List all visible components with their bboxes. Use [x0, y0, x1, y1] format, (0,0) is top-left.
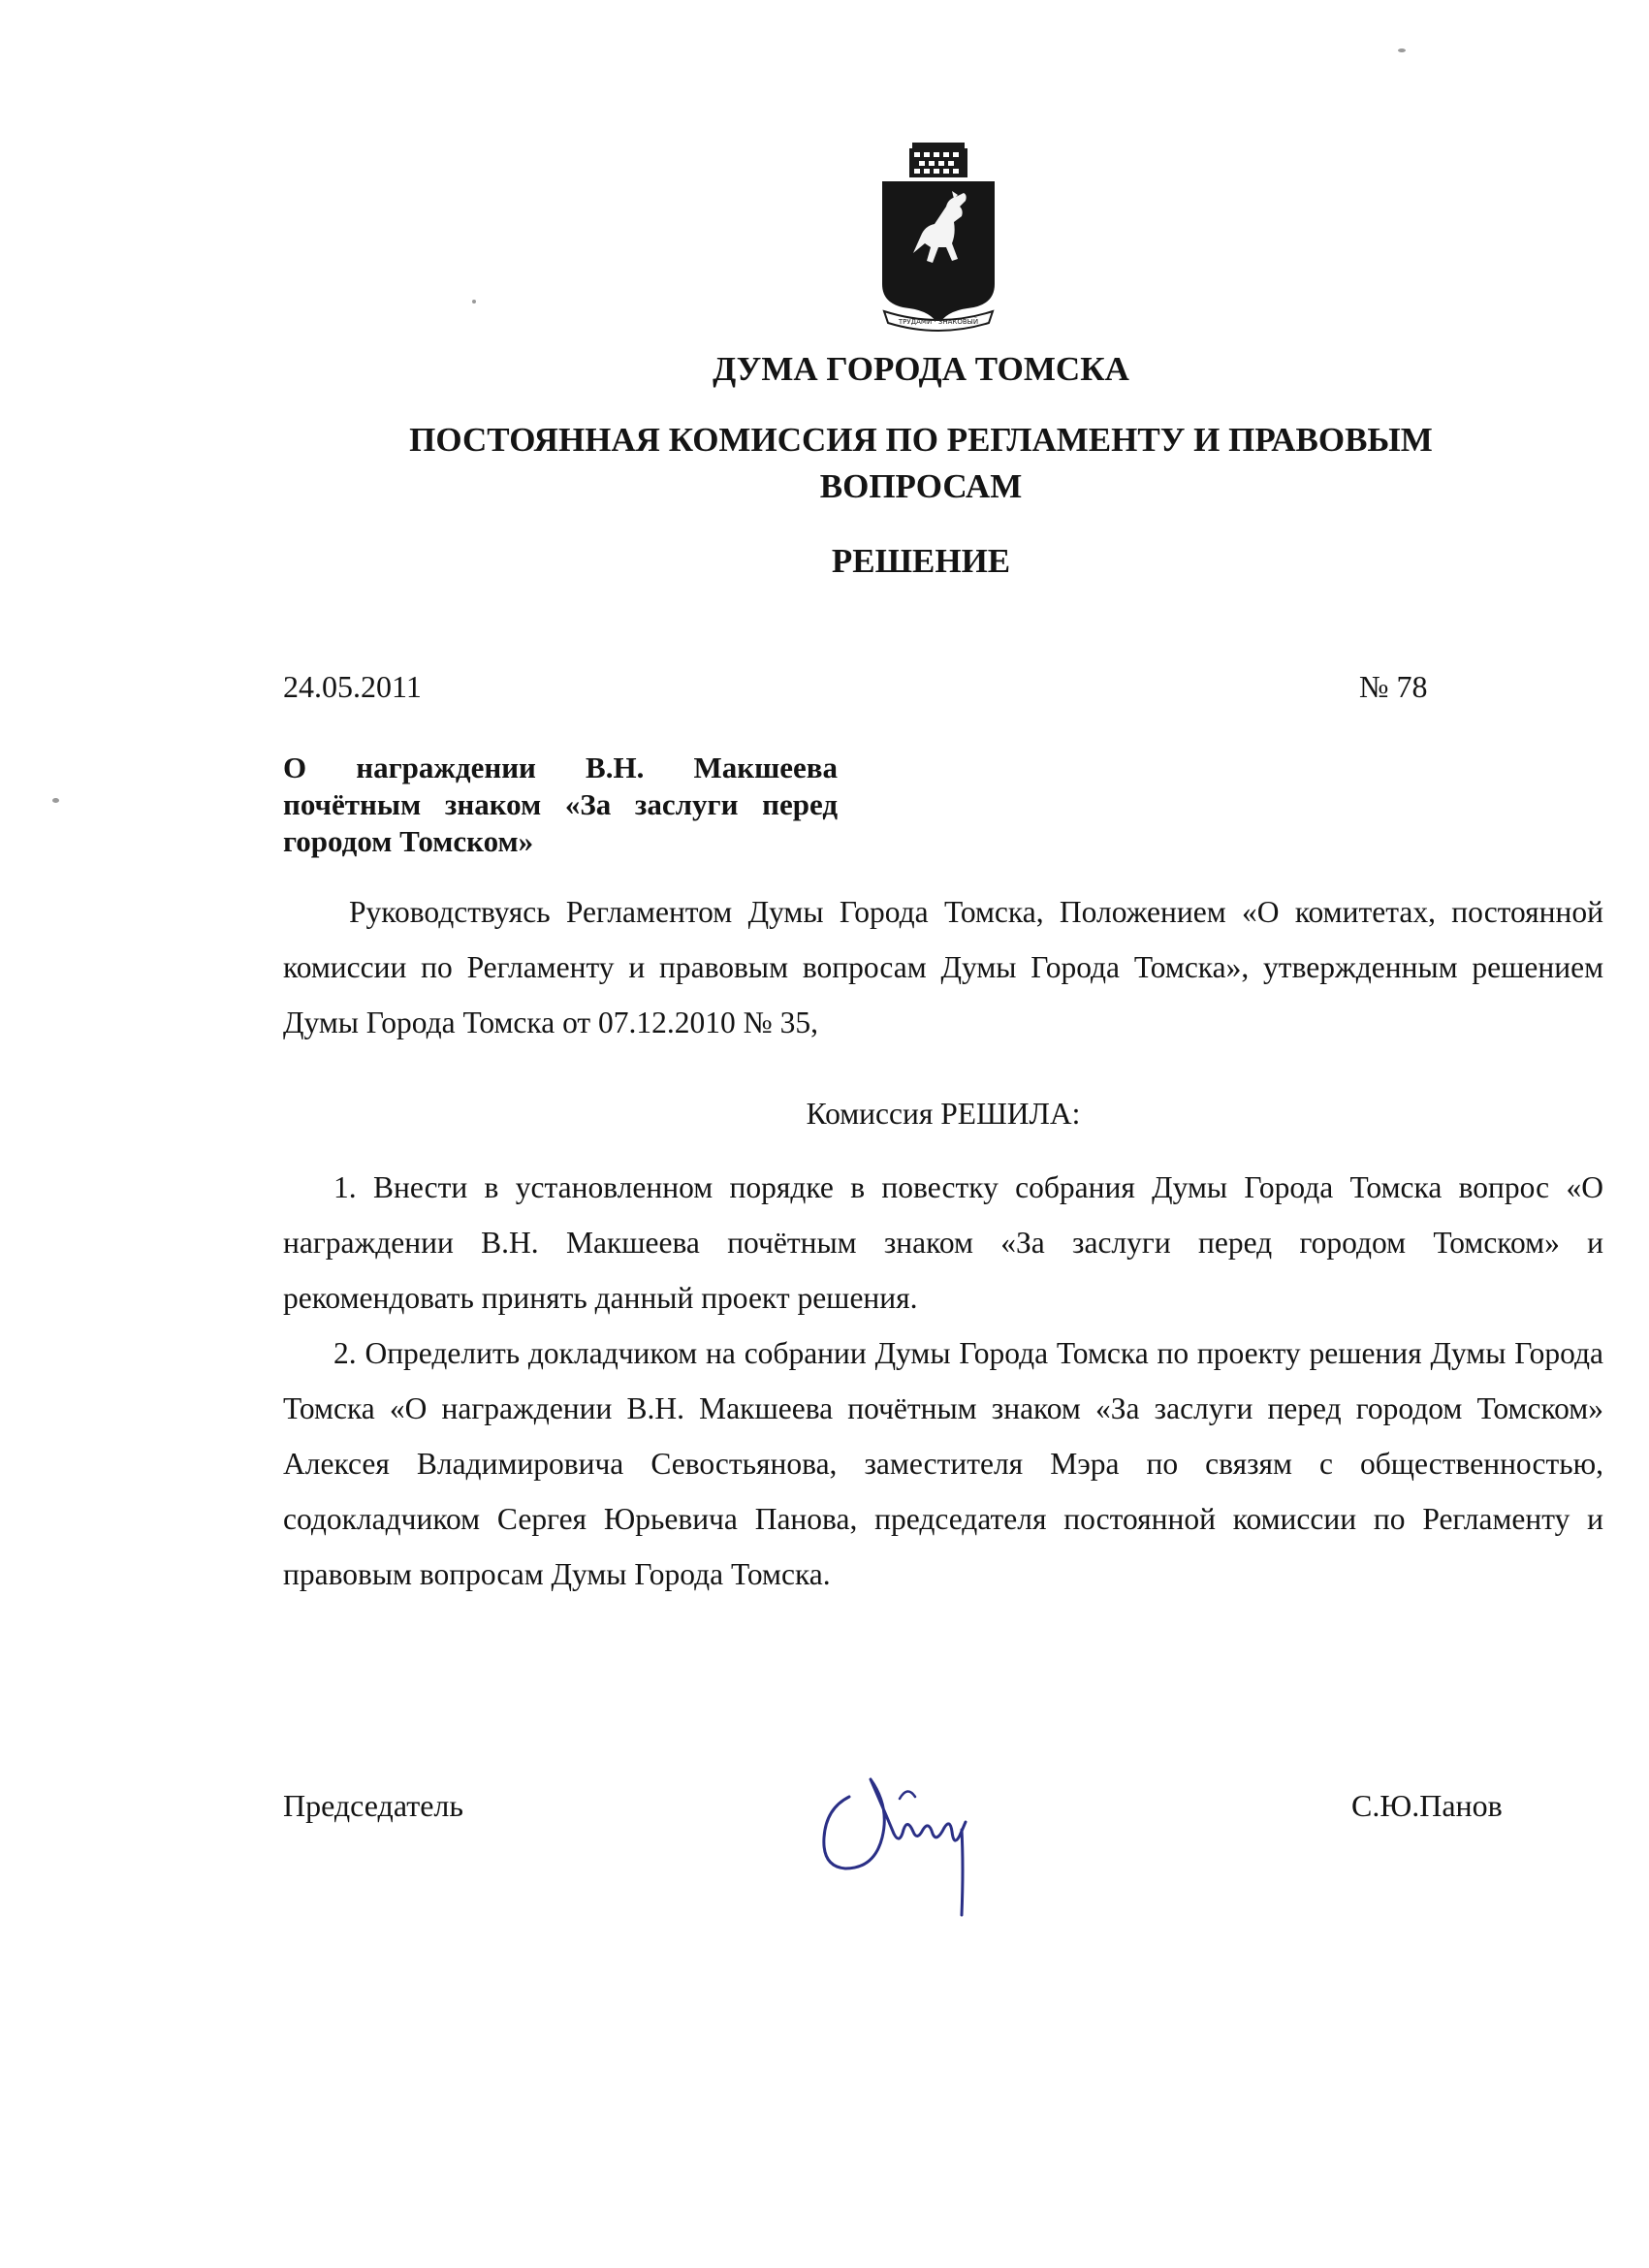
document-number: № 78	[1359, 669, 1428, 704]
handwritten-signature	[807, 1741, 991, 1920]
emblem-motto-text: ТРУДАМИ · ЗНАКОВЫЙ	[898, 318, 979, 326]
signatory-role: Председатель	[283, 1788, 463, 1823]
signatory-name: С.Ю.Панов	[1351, 1788, 1503, 1823]
resolution-item-1: 1. Внести в установленном порядке в повестку собрания Думы Города Томска вопрос «О награждении В.Н. Макшеева почётным знаком «За заслуги перед городом Томском» и рекомендовать принять данный проект решения.	[283, 1170, 1603, 1315]
commission-title-line-1: ПОСТОЯННАЯ КОМИССИЯ ПО РЕГЛАМЕНТУ И ПРАВОВЫМ	[409, 421, 1433, 459]
scan-speck	[1398, 48, 1406, 52]
city-coat-of-arms-icon	[871, 139, 1006, 333]
subject-line: городом Томском»	[283, 824, 534, 858]
scan-speck	[472, 300, 476, 303]
subject-line: почётным знаком «За заслуги перед	[283, 787, 838, 821]
preamble-paragraph: Руководствуясь Регламентом Думы Города Томска, Положением «О комитетах, постоянной комиссии по Регламенту и правовым вопросам Думы Города Томска», утвержденным решением Думы Города Томска от 07.12.2010 № 35,	[283, 895, 1603, 1039]
resolution-item-2: 2. Определить докладчиком на собрании Думы Города Томска по проекту решения Думы Города Томска «О награждении В.Н. Макшеева почётным знаком «За заслуги перед городом Томском» Алексея Владимировича Севостьянова, заместителя Мэра по связям с общественностью, содокладчиком Сергея Юрьевича Панова, председателя постоянной комиссии по Регламенту и правовым вопросам Думы Города Томска.	[283, 1336, 1603, 1591]
commission-title-line-2: ВОПРОСАМ	[819, 467, 1023, 505]
document-type: РЕШЕНИЕ	[831, 542, 1011, 580]
subject-line: О награждении В.Н. Макшеева	[283, 751, 838, 784]
organization-title: ДУМА ГОРОДА ТОМСКА	[713, 350, 1129, 388]
document-date: 24.05.2011	[283, 669, 422, 704]
resolution-heading: Комиссия РЕШИЛА:	[806, 1097, 1081, 1131]
document-subject	[283, 750, 838, 860]
scan-speck	[52, 798, 59, 803]
